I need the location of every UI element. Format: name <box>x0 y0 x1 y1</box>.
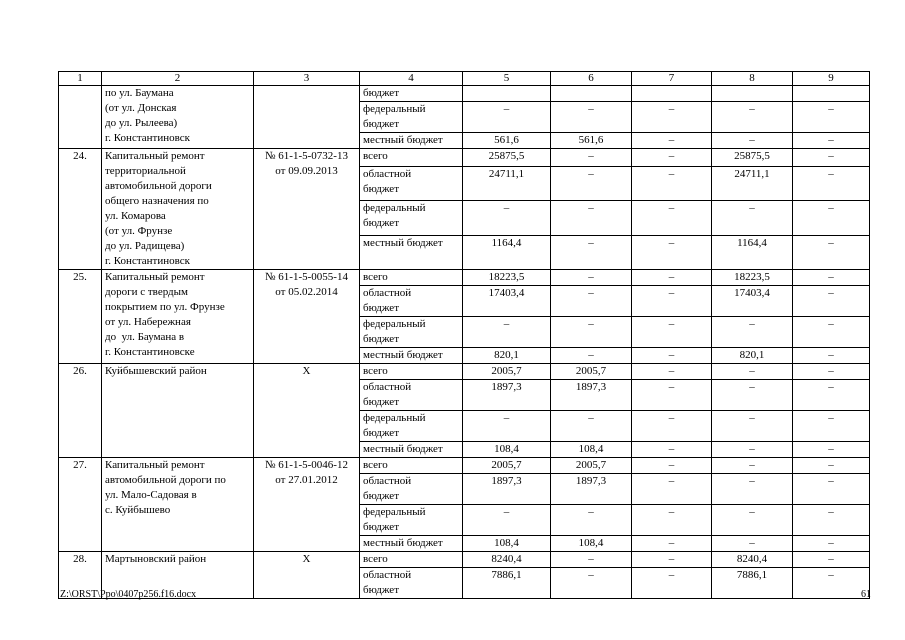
amount-cell: – <box>793 442 870 458</box>
amount-cell: 25875,5 <box>712 149 793 167</box>
amount-cell: – <box>551 317 632 348</box>
expertise-doc: № 61-1-5-0046-12 от 27.01.2012 <box>254 458 360 552</box>
amount-cell: – <box>793 317 870 348</box>
page-number: 61 <box>861 589 871 600</box>
funding-source: местный бюджет <box>360 348 463 364</box>
amount-cell: – <box>551 201 632 235</box>
amount-cell: 2005,7 <box>551 364 632 380</box>
row-number: 25. <box>59 270 102 364</box>
amount-cell: 820,1 <box>463 348 551 364</box>
expertise-doc: № 61-1-5-0055-14 от 05.02.2014 <box>254 270 360 364</box>
funding-source: федеральный бюджет <box>360 411 463 442</box>
amount-cell: – <box>551 552 632 568</box>
amount-cell: 820,1 <box>712 348 793 364</box>
object-name: Куйбышевский район <box>102 364 254 458</box>
funding-source: федеральный бюджет <box>360 317 463 348</box>
funding-source: всего <box>360 364 463 380</box>
amount-cell: 7886,1 <box>712 568 793 599</box>
amount-cell: – <box>632 474 712 505</box>
amount-cell: 2005,7 <box>463 458 551 474</box>
column-header: 6 <box>551 72 632 86</box>
amount-cell: – <box>632 235 712 269</box>
funding-source: федеральный бюджет <box>360 505 463 536</box>
amount-cell: – <box>632 442 712 458</box>
amount-cell: – <box>632 411 712 442</box>
funding-source: бюджет <box>360 86 463 102</box>
amount-cell <box>463 86 551 102</box>
amount-cell: 1897,3 <box>463 474 551 505</box>
amount-cell: 25875,5 <box>463 149 551 167</box>
amount-cell: – <box>793 474 870 505</box>
amount-cell: 17403,4 <box>463 286 551 317</box>
amount-cell: – <box>712 102 793 133</box>
expertise-doc: Х <box>254 364 360 458</box>
amount-cell: – <box>632 536 712 552</box>
amount-cell: – <box>712 201 793 235</box>
amount-cell: – <box>551 348 632 364</box>
amount-cell: – <box>793 133 870 149</box>
amount-cell: – <box>712 505 793 536</box>
amount-cell: – <box>793 149 870 167</box>
table-row <box>59 86 870 102</box>
amount-cell: 1164,4 <box>712 235 793 269</box>
funding-source: всего <box>360 149 463 167</box>
funding-source: всего <box>360 458 463 474</box>
amount-cell: – <box>712 317 793 348</box>
amount-cell: – <box>793 235 870 269</box>
amount-cell: – <box>632 505 712 536</box>
object-name: Капитальный ремонт дороги с твердым покрытием по ул. Фрунзе от ул. Набережная до ул. Баумана в г. Константиновске <box>102 270 254 364</box>
table-row <box>59 552 870 568</box>
amount-cell: 17403,4 <box>712 286 793 317</box>
amount-cell: – <box>463 317 551 348</box>
funding-source: местный бюджет <box>360 442 463 458</box>
amount-cell: – <box>793 458 870 474</box>
table-row <box>59 458 870 474</box>
amount-cell: – <box>632 380 712 411</box>
amount-cell: 1164,4 <box>463 235 551 269</box>
amount-cell: – <box>793 348 870 364</box>
amount-cell: – <box>793 380 870 411</box>
amount-cell: 108,4 <box>551 536 632 552</box>
amount-cell: – <box>632 201 712 235</box>
object-name: Капитальный ремонт автомобильной дороги по ул. Мало-Садовая в с. Куйбышево <box>102 458 254 552</box>
funding-source: областной бюджет <box>360 166 463 200</box>
amount-cell: – <box>793 270 870 286</box>
column-header: 9 <box>793 72 870 86</box>
column-header: 1 <box>59 72 102 86</box>
amount-cell: – <box>632 286 712 317</box>
amount-cell: – <box>551 102 632 133</box>
amount-cell: – <box>793 286 870 317</box>
amount-cell: – <box>712 133 793 149</box>
amount-cell: 1897,3 <box>463 380 551 411</box>
amount-cell <box>793 86 870 102</box>
amount-cell: – <box>632 364 712 380</box>
budget-table <box>58 71 870 599</box>
amount-cell: – <box>793 552 870 568</box>
row-number: 28. <box>59 552 102 599</box>
amount-cell: – <box>712 458 793 474</box>
object-name: Капитальный ремонт территориальной автомобильной дороги общего назначения по ул. Комарова (от ул. Фрунзе до ул. Радищева) г. Константиновск <box>102 149 254 270</box>
amount-cell: – <box>463 411 551 442</box>
amount-cell: – <box>463 505 551 536</box>
amount-cell: 108,4 <box>551 442 632 458</box>
funding-source: областной бюджет <box>360 474 463 505</box>
amount-cell: – <box>793 568 870 599</box>
table-row <box>59 149 870 167</box>
amount-cell: – <box>551 505 632 536</box>
amount-cell: 8240,4 <box>463 552 551 568</box>
amount-cell: – <box>551 270 632 286</box>
amount-cell <box>712 86 793 102</box>
amount-cell: 1897,3 <box>551 380 632 411</box>
amount-cell: – <box>712 411 793 442</box>
amount-cell: 18223,5 <box>463 270 551 286</box>
amount-cell <box>632 86 712 102</box>
amount-cell: – <box>632 317 712 348</box>
amount-cell: – <box>793 536 870 552</box>
amount-cell: 18223,5 <box>712 270 793 286</box>
amount-cell: – <box>632 166 712 200</box>
column-header: 5 <box>463 72 551 86</box>
funding-source: областной бюджет <box>360 568 463 599</box>
amount-cell: – <box>551 166 632 200</box>
amount-cell: – <box>551 149 632 167</box>
amount-cell: – <box>793 411 870 442</box>
amount-cell: – <box>551 568 632 599</box>
amount-cell: – <box>793 102 870 133</box>
amount-cell: – <box>632 133 712 149</box>
amount-cell: – <box>632 568 712 599</box>
amount-cell: 24711,1 <box>712 166 793 200</box>
amount-cell: – <box>712 364 793 380</box>
amount-cell: – <box>463 102 551 133</box>
amount-cell: 561,6 <box>551 133 632 149</box>
table-body <box>59 86 870 599</box>
amount-cell: – <box>632 348 712 364</box>
column-header: 2 <box>102 72 254 86</box>
row-number <box>59 86 102 149</box>
amount-cell: – <box>463 201 551 235</box>
funding-source: местный бюджет <box>360 235 463 269</box>
amount-cell: – <box>632 149 712 167</box>
amount-cell: – <box>793 201 870 235</box>
funding-source: местный бюджет <box>360 133 463 149</box>
object-name: по ул. Баумана (от ул. Донская до ул. Рылеева) г. Константиновск <box>102 86 254 149</box>
expertise-doc <box>254 86 360 149</box>
expertise-doc: Х <box>254 552 360 599</box>
amount-cell: – <box>712 474 793 505</box>
object-name: Мартыновский район <box>102 552 254 599</box>
funding-source: местный бюджет <box>360 536 463 552</box>
amount-cell: 8240,4 <box>712 552 793 568</box>
amount-cell: – <box>551 286 632 317</box>
amount-cell: 1897,3 <box>551 474 632 505</box>
funding-source: областной бюджет <box>360 380 463 411</box>
header-row <box>59 72 870 86</box>
amount-cell: – <box>551 411 632 442</box>
amount-cell: – <box>793 364 870 380</box>
amount-cell: 108,4 <box>463 536 551 552</box>
amount-cell: – <box>712 442 793 458</box>
funding-source: федеральный бюджет <box>360 201 463 235</box>
amount-cell: – <box>632 552 712 568</box>
amount-cell: 2005,7 <box>551 458 632 474</box>
expertise-doc: № 61-1-5-0732-13 от 09.09.2013 <box>254 149 360 270</box>
amount-cell: – <box>793 166 870 200</box>
amount-cell: 561,6 <box>463 133 551 149</box>
row-number: 27. <box>59 458 102 552</box>
amount-cell <box>551 86 632 102</box>
column-header: 7 <box>632 72 712 86</box>
amount-cell: – <box>632 458 712 474</box>
table-row <box>59 364 870 380</box>
column-header: 3 <box>254 72 360 86</box>
column-header: 4 <box>360 72 463 86</box>
amount-cell: 24711,1 <box>463 166 551 200</box>
amount-cell: – <box>632 102 712 133</box>
amount-cell: – <box>632 270 712 286</box>
table-row <box>59 270 870 286</box>
file-path: Z:\ORST\Ppo\0407p256.f16.docx <box>60 589 197 600</box>
amount-cell: – <box>712 380 793 411</box>
row-number: 26. <box>59 364 102 458</box>
funding-source: всего <box>360 270 463 286</box>
amount-cell: 108,4 <box>463 442 551 458</box>
amount-cell: – <box>712 536 793 552</box>
amount-cell: 7886,1 <box>463 568 551 599</box>
amount-cell: – <box>551 235 632 269</box>
column-header: 8 <box>712 72 793 86</box>
row-number: 24. <box>59 149 102 270</box>
amount-cell: – <box>793 505 870 536</box>
funding-source: федеральный бюджет <box>360 102 463 133</box>
funding-source: областной бюджет <box>360 286 463 317</box>
funding-source: всего <box>360 552 463 568</box>
amount-cell: 2005,7 <box>463 364 551 380</box>
